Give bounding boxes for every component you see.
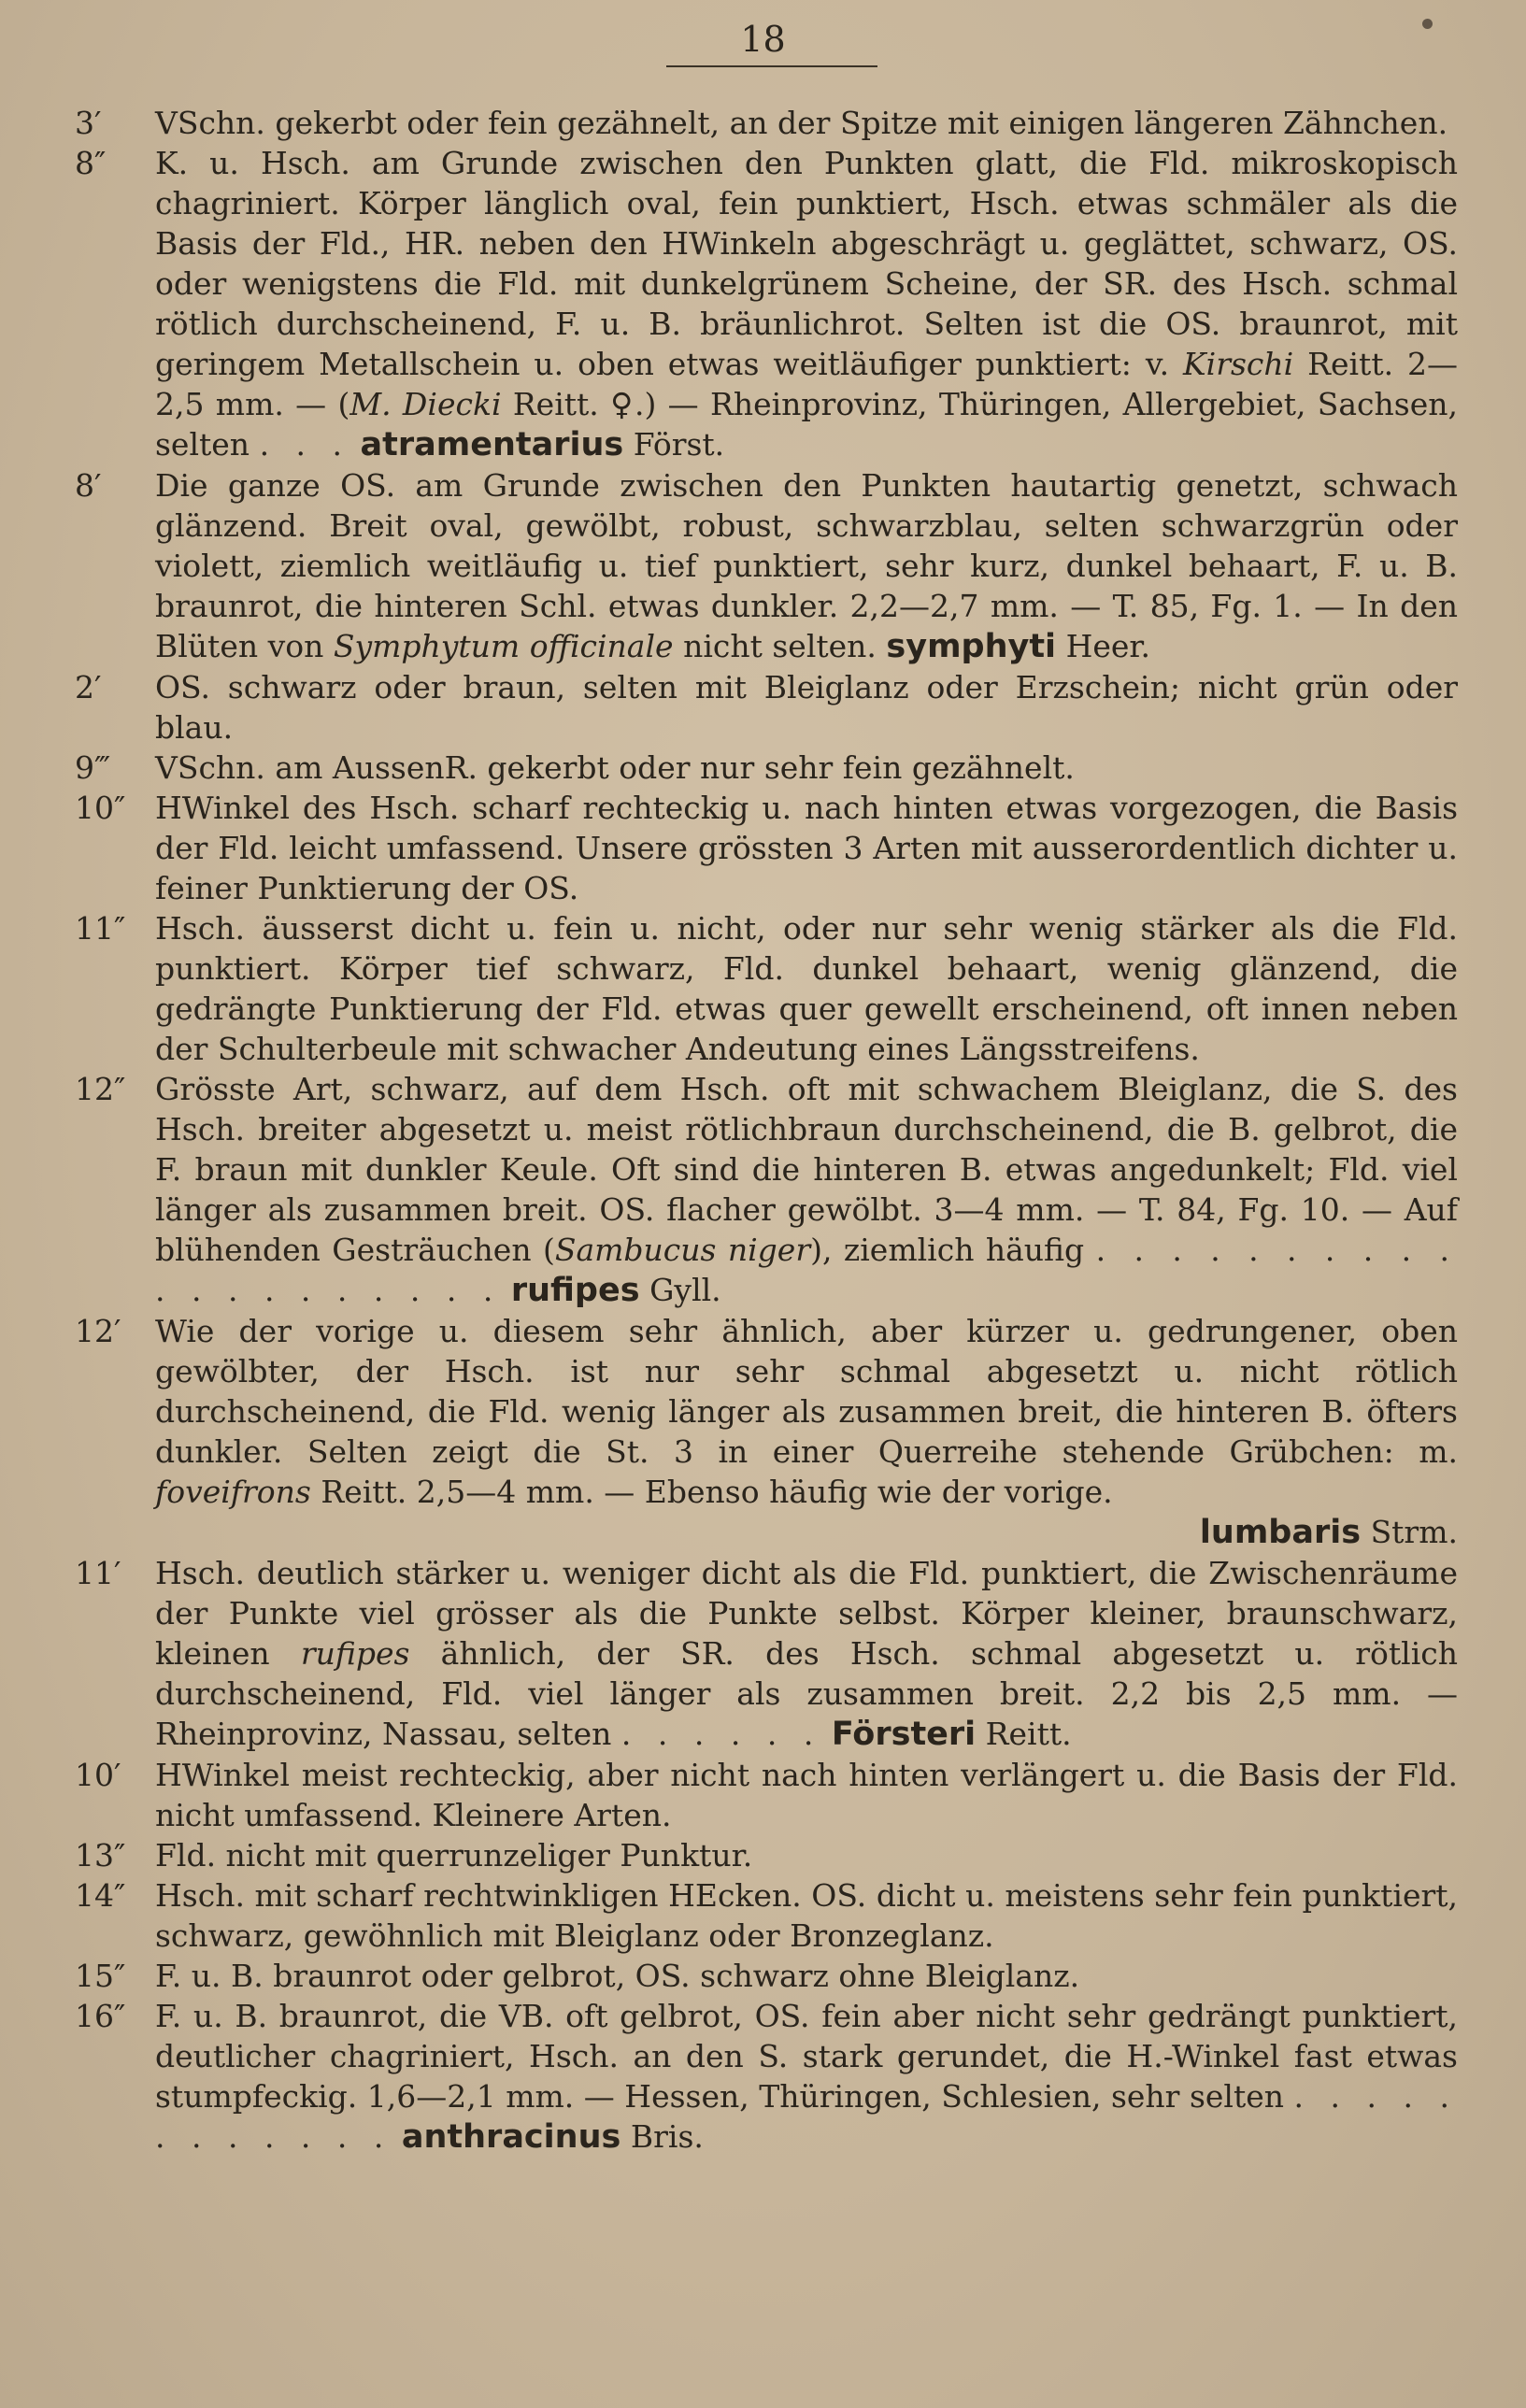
author-name: Bris. [630,2118,704,2155]
couplet-text: Hsch. mit scharf rechtwinkligen HEcken. OS. dicht u. meistens sehr fein punktiert, schwarz, gewöhnlich mit Bleiglanz oder Bronzeglanz. [155,1877,1458,1954]
species-name: anthracinus [401,2118,621,2156]
ink-speck [1422,19,1433,29]
key-entry [75,1553,1458,1755]
couplet-text: OS. schwarz oder braun, selten mit Bleiglanz oder Erzschein; nicht grün oder blau. [155,669,1458,746]
couplet-text: Wie der vorige u. diesem sehr ähnlich, aber kürzer u. gedrungener, oben gewölbter, der Hsch. ist nur sehr schmal abgesetzt u. nicht rötlich durchscheinend, die Fld. wenig länger als zusammen breit, die hinteren B. öfters dunkler. Selten zeigt die St. 3 in einer Querreihe stehende Grübchen: m. foveifrons Reitt. 2,5—4 mm. — Ebenso häufig wie der vorige. lumbaris Strm. [155,1313,1458,1551]
couplet-text: F. u. B. braunrot oder gelbrot, OS. schwarz ohne Bleiglanz. [155,1958,1080,1994]
couplet-number: 15″ [75,1958,126,1994]
couplet-text: Hsch. äusserst dicht u. fein u. nicht, oder nur sehr wenig stärker als die Fld. punktiert. Körper tief schwarz, Fld. dunkel behaart, wenig glänzend, die gedrängte Punktierung der Fld. etwas quer gewellt erscheinend, oft innen neben der Schulterbeule mit schwacher Andeutung eines Längsstreifens. [155,910,1458,1067]
couplet-text: F. u. B. braunrot, die VB. oft gelbrot, OS. fein aber nicht sehr gedrängt punktiert, deutlicher chagriniert, Hsch. an den S. stark gerundet, die H.-Winkel fast etwas stumpfeckig. 1,6—2,1 mm. — Hessen, Thüringen, Schlesien, sehr selten . . . . . . . . . . . . anthracinus Bris. [155,1998,1458,2156]
author-name: Först. [633,426,725,463]
couplet-number: 3′ [75,105,102,141]
couplet-text: Die ganze OS. am Grunde zwischen den Punkten hautartig genetzt, schwach glänzend. Breit oval, gewölbt, robust, schwarzblau, selten schwarzgrün oder violett, ziemlich weitläufig u. tief punktiert, sehr kurz, dunkel behaart, F. u. B. braunrot, die hinteren Schl. etwas dunkler. 2,2—2,7 mm. — T. 85, Fg. 1. — In den Blüten von Symphytum officinale nicht selten. symphyti Heer. [155,467,1458,665]
key-entry [75,908,1458,1069]
key-entry [75,465,1458,667]
key-entry [75,1835,1458,1875]
couplet-number: 12″ [75,1071,126,1107]
couplet-text: Hsch. deutlich stärker u. weniger dicht als die Fld. punktiert, die Zwischenräume der Punkte viel grösser als die Punkte selbst. Körper kleiner, braunschwarz, kleinen rufipes ähnlich, der SR. des Hsch. schmal abgesetzt u. rötlich durchscheinend, Fld. viel länger als zusammen breit. 2,2 bis 2,5 mm. — Rheinprovinz, Nassau, selten . . . . . . Försteri Reitt. [155,1555,1458,1753]
author-name: Heer. [1065,628,1151,664]
page-number: 18 [740,19,786,60]
couplet-number: 8″ [75,145,107,181]
couplet-text: VSchn. am AussenR. gekerbt oder nur sehr fein gezähnelt. [155,749,1075,786]
species-name: rufipes [510,1272,640,1309]
couplet-text: K. u. Hsch. am Grunde zwischen den Punkten glatt, die Fld. mikroskopisch chagriniert. Körper länglich oval, fein punktiert, Hsch. etwas schmäler als die Basis der Fld., HR. neben den HWinkeln abgeschrägt u. geglättet, schwarz, OS. oder wenigstens die Fld. mit dunkelgrünem Scheine, der SR. des Hsch. schmal rötlich durchscheinend, F. u. B. bräunlichrot. Selten ist die OS. braunrot, mit geringem Metallschein u. oben etwas weitläufiger punktiert: v. Kirschi Reitt. 2—2,5 mm. — (M. Diecki Reitt. ♀.) — Rheinprovinz, Thüringen, Allergebiet, Sachsen, selten . . . atramentarius Först. [155,145,1459,463]
couplet-text: Fld. nicht mit querrunzeliger Punktur. [155,1837,753,1874]
author-name: Gyll. [649,1272,721,1308]
species-name: lumbaris [1199,1514,1362,1551]
couplet-number: 13″ [75,1837,126,1874]
species-name: Försteri [831,1716,977,1753]
couplet-number: 10″ [75,790,126,826]
species-name: atramentarius [360,426,624,463]
couplet-number: 10′ [75,1757,121,1793]
key-entry [75,788,1458,908]
key-entry [75,1755,1458,1835]
couplet-text: HWinkel des Hsch. scharf rechteckig u. nach hinten etwas vorgezogen, die Basis der Fld. leicht umfassend. Unsere grössten 3 Arten mit ausserordentlich dichter u. feiner Punktierung der OS. [155,790,1458,906]
couplet-number: 14″ [75,1877,126,1914]
key-entry [75,748,1458,788]
key-entry [75,1875,1458,1956]
species-line [155,1512,1458,1553]
couplet-number: 8′ [75,467,102,504]
author-name: Strm. [1370,1514,1458,1550]
couplet-text: VSchn. gekerbt oder fein gezähnelt, an der Spitze mit einigen längeren Zähnchen. [155,105,1448,141]
couplet-number: 2′ [75,669,102,705]
couplet-number: 11′ [75,1555,121,1591]
key-entry [75,1069,1458,1311]
header-rule [666,65,877,67]
couplet-number: 9‴ [75,749,111,786]
species-name: symphyti [886,628,1057,665]
author-name: Reitt. [985,1716,1072,1752]
key-entry [75,667,1458,748]
couplet-text: Grösste Art, schwarz, auf dem Hsch. oft mit schwachem Bleiglanz, die S. des Hsch. breiter abgesetzt u. meist rötlichbraun durchscheinend, die B. gelbrot, die F. braun mit dunkler Keule. Oft sind die hinteren B. etwas angedunkelt; Fld. viel länger als zusammen breit. OS. flacher gewölbt. 3—4 mm. — T. 84, Fg. 10. — Auf blühenden Gesträuchen (Sambucus niger), ziemlich häufig . . . . . . . . . . . . . . . . . . . . rufipes Gyll. [155,1071,1458,1309]
couplet-text: HWinkel meist rechteckig, aber nicht nach hinten verlängert u. die Basis der Fld. nicht umfassend. Kleinere Arten. [155,1757,1458,1833]
key-entry [75,143,1458,465]
key-entry [75,1996,1458,2158]
key-entry [75,103,1458,143]
couplet-number: 16″ [75,1998,126,2034]
couplet-number: 12′ [75,1313,121,1349]
key-entry [75,1311,1458,1553]
key-entries [75,103,1458,2158]
couplet-number: 11″ [75,910,126,947]
key-entry [75,1956,1458,1996]
